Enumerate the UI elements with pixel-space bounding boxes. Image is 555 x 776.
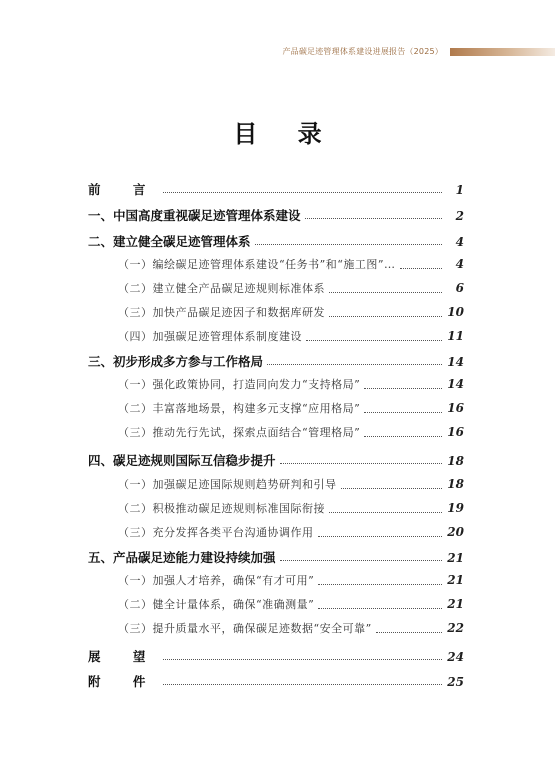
toc-section-row[interactable]: [88, 524, 464, 544]
toc-entry-label: 一、中国高度重视碳足迹管理体系建设: [88, 208, 301, 223]
toc-entry-label: （三）充分发挥各类平台沟通协调作用: [118, 526, 314, 539]
toc-page-number: 1: [455, 183, 464, 197]
dot-leader: [280, 463, 442, 464]
toc-entry-label: （三）推动先行先试，探索点面结合“管理格局”: [118, 426, 361, 439]
toc-chapter-row[interactable]: [88, 352, 464, 372]
dot-leader: [364, 412, 442, 413]
toc-entry-label: （二）建立健全产品碳足迹规则标准体系: [118, 282, 325, 295]
toc-section-row[interactable]: [88, 376, 464, 396]
toc-page-number: 21: [447, 597, 464, 611]
toc-entry-label: 三、初步形成多方参与工作格局: [88, 354, 264, 369]
toc-chapter-row[interactable]: [88, 451, 464, 471]
toc-page-number: 22: [447, 621, 464, 635]
toc-entry-label: （一）加强碳足迹国际规则趋势研判和引导: [118, 478, 337, 491]
toc-entry-label: （二）健全计量体系，确保“准确测量”: [118, 598, 315, 611]
dot-leader: [318, 536, 443, 537]
toc-page-number: 4: [455, 257, 464, 271]
toc-page-number: 18: [447, 477, 464, 491]
dot-leader: [318, 584, 442, 585]
toc-page-number: 21: [447, 551, 464, 565]
dot-leader: [376, 632, 442, 633]
toc-page-number: 14: [447, 377, 464, 391]
dot-leader: [306, 340, 442, 341]
toc-section-row[interactable]: [88, 424, 464, 444]
toc-section-row[interactable]: [88, 500, 464, 520]
dot-leader: [255, 244, 442, 245]
toc-chapter-row[interactable]: [88, 206, 464, 226]
dot-leader: [163, 192, 442, 193]
toc-entry-label: 前 言: [88, 182, 160, 197]
toc-chapter-row[interactable]: [88, 548, 464, 568]
toc-section-row[interactable]: [88, 256, 464, 276]
toc-section-row[interactable]: [88, 328, 464, 348]
toc-entry-label: （三）加快产品碳足迹因子和数据库研发: [118, 306, 325, 319]
toc-page-number: 21: [447, 573, 464, 587]
dot-leader: [329, 512, 442, 513]
toc-section-row[interactable]: [88, 620, 464, 640]
running-header: [0, 46, 555, 60]
dot-leader: [163, 659, 442, 660]
toc-page-number: 16: [447, 425, 464, 439]
dot-leader: [329, 292, 442, 293]
dot-leader: [400, 268, 443, 269]
dot-leader: [318, 608, 442, 609]
header-accent-bar: [450, 48, 555, 56]
toc-chapter-row[interactable]: [88, 232, 464, 252]
toc-entry-label: 五、产品碳足迹能力建设持续加强: [88, 550, 276, 565]
dot-leader: [305, 218, 442, 219]
toc-entry-label: 展 望: [88, 649, 160, 664]
toc-page-number: 14: [447, 355, 464, 369]
toc-page-number: 18: [447, 454, 464, 468]
toc-chapter-row[interactable]: [88, 672, 464, 692]
toc-section-row[interactable]: [88, 280, 464, 300]
toc-entry-label: （一）加强人才培养，确保“有才可用”: [118, 574, 315, 587]
toc-entry-label: （一）编绘碳足迹管理体系建设“任务书”和“施工图”…: [118, 258, 396, 271]
toc-section-row[interactable]: [88, 400, 464, 420]
toc-section-row[interactable]: [88, 596, 464, 616]
toc-section-row[interactable]: [88, 572, 464, 592]
toc-entry-label: （二）积极推动碳足迹规则标准国际衔接: [118, 502, 325, 515]
page-title: 目 录: [233, 119, 338, 148]
header-title: 产品碳足迹管理体系建设进展报告（2025）: [282, 47, 443, 56]
toc-entry-label: 二、建立健全碳足迹管理体系: [88, 234, 251, 249]
toc-page-number: 10: [447, 305, 464, 319]
dot-leader: [364, 436, 442, 437]
toc-page-number: 6: [455, 281, 464, 295]
dot-leader: [267, 364, 442, 365]
toc-entry-label: （二）丰富落地场景，构建多元支撑“应用格局”: [118, 402, 361, 415]
toc-page-number: 4: [455, 235, 464, 249]
toc-page-number: 24: [447, 650, 464, 664]
toc-page-number: 19: [447, 501, 464, 515]
toc-section-row[interactable]: [88, 476, 464, 496]
toc-entry-label: （一）强化政策协同，打造同向发力“支持格局”: [118, 378, 361, 391]
dot-leader: [329, 316, 442, 317]
toc-page-number: 25: [447, 675, 464, 689]
toc-entry-label: （三）提升质量水平，确保碳足迹数据“安全可靠”: [118, 622, 372, 635]
toc-entry-label: 附 件: [88, 674, 160, 689]
toc-page-number: 11: [447, 329, 464, 343]
toc-entry-label: 四、碳足迹规则国际互信稳步提升: [88, 453, 276, 468]
toc-section-row[interactable]: [88, 304, 464, 324]
dot-leader: [163, 684, 442, 685]
dot-leader: [364, 388, 442, 389]
dot-leader: [341, 488, 443, 489]
toc-page-number: 2: [455, 209, 464, 223]
toc-chapter-row[interactable]: [88, 647, 464, 667]
toc-page-number: 20: [447, 525, 464, 539]
dot-leader: [280, 560, 442, 561]
toc-page-number: 16: [447, 401, 464, 415]
toc-entry-label: （四）加强碳足迹管理体系制度建设: [118, 330, 302, 343]
toc-chapter-row[interactable]: [88, 180, 464, 200]
